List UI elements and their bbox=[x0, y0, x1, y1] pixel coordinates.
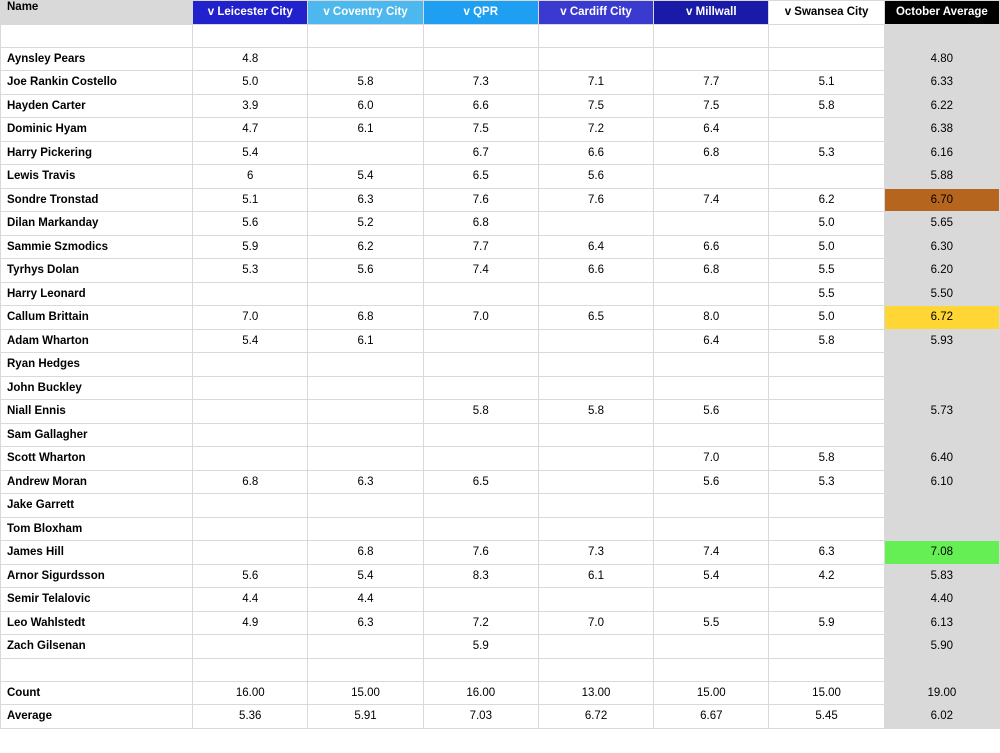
rating-cell[interactable]: 6.5 bbox=[423, 165, 538, 189]
rating-cell[interactable]: 6.0 bbox=[308, 94, 423, 118]
average-cell[interactable]: 5.83 bbox=[884, 564, 999, 588]
rating-cell[interactable]: 6.3 bbox=[308, 470, 423, 494]
player-name-cell[interactable]: Harry Pickering bbox=[1, 141, 193, 165]
rating-cell[interactable]: 6.6 bbox=[538, 259, 653, 283]
rating-cell[interactable] bbox=[538, 447, 653, 471]
table-row bbox=[1, 188, 1000, 212]
rating-cell[interactable] bbox=[193, 494, 308, 518]
rating-cell[interactable]: 7.0 bbox=[193, 306, 308, 330]
rating-cell[interactable] bbox=[423, 376, 538, 400]
table-row bbox=[1, 541, 1000, 565]
rating-cell[interactable] bbox=[538, 588, 653, 612]
table-summary-row bbox=[1, 705, 1000, 729]
rating-cell[interactable] bbox=[654, 376, 769, 400]
player-name-cell[interactable]: Harry Leonard bbox=[1, 282, 193, 306]
rating-cell[interactable] bbox=[654, 658, 769, 681]
rating-cell[interactable] bbox=[654, 282, 769, 306]
rating-cell[interactable]: 5.0 bbox=[193, 71, 308, 95]
rating-cell[interactable] bbox=[308, 635, 423, 659]
rating-cell[interactable]: 7.6 bbox=[423, 188, 538, 212]
rating-cell[interactable] bbox=[308, 517, 423, 541]
rating-cell[interactable]: 5.8 bbox=[769, 447, 884, 471]
rating-cell[interactable] bbox=[423, 329, 538, 353]
average-cell[interactable]: 6.30 bbox=[884, 235, 999, 259]
column-header-cardiff[interactable]: v Cardiff City bbox=[538, 1, 653, 25]
rating-cell[interactable] bbox=[423, 353, 538, 377]
rating-cell[interactable]: 5.3 bbox=[193, 259, 308, 283]
rating-cell[interactable]: 5.4 bbox=[308, 564, 423, 588]
rating-cell[interactable] bbox=[538, 329, 653, 353]
rating-cell[interactable]: 5.91 bbox=[308, 705, 423, 729]
column-header-name[interactable]: Name bbox=[1, 1, 193, 25]
average-cell[interactable]: 6.38 bbox=[884, 118, 999, 142]
rating-cell[interactable]: 7.7 bbox=[654, 71, 769, 95]
rating-cell[interactable] bbox=[654, 212, 769, 236]
column-header-leicester[interactable]: v Leicester City bbox=[193, 1, 308, 25]
player-name-cell[interactable]: Andrew Moran bbox=[1, 470, 193, 494]
table-spacer-row bbox=[1, 24, 1000, 47]
table-header bbox=[1, 1, 1000, 25]
rating-cell[interactable]: 6.2 bbox=[769, 188, 884, 212]
rating-cell[interactable] bbox=[769, 165, 884, 189]
rating-cell[interactable]: 6.72 bbox=[538, 705, 653, 729]
average-cell[interactable]: 19.00 bbox=[884, 681, 999, 705]
player-name-cell[interactable]: Joe Rankin Costello bbox=[1, 71, 193, 95]
rating-cell[interactable]: 5.8 bbox=[538, 400, 653, 424]
rating-cell[interactable] bbox=[538, 212, 653, 236]
rating-cell[interactable]: 7.6 bbox=[538, 188, 653, 212]
rating-cell[interactable] bbox=[538, 517, 653, 541]
rating-cell[interactable]: 6.1 bbox=[308, 329, 423, 353]
player-name-cell[interactable]: Tyrhys Dolan bbox=[1, 259, 193, 283]
rating-cell[interactable] bbox=[538, 635, 653, 659]
rating-cell[interactable] bbox=[654, 165, 769, 189]
rating-cell[interactable]: 5.3 bbox=[769, 470, 884, 494]
rating-cell[interactable]: 5.6 bbox=[654, 470, 769, 494]
table-row bbox=[1, 212, 1000, 236]
rating-cell[interactable] bbox=[538, 24, 653, 47]
rating-cell[interactable]: 7.2 bbox=[538, 118, 653, 142]
rating-cell[interactable]: 5.2 bbox=[308, 212, 423, 236]
rating-cell[interactable] bbox=[654, 353, 769, 377]
table-spacer-row bbox=[1, 658, 1000, 681]
rating-cell[interactable]: 7.6 bbox=[423, 541, 538, 565]
average-cell[interactable]: 6.72 bbox=[884, 306, 999, 330]
rating-cell[interactable] bbox=[654, 47, 769, 71]
player-name-cell[interactable] bbox=[1, 24, 193, 47]
average-cell[interactable]: 6.10 bbox=[884, 470, 999, 494]
average-cell[interactable] bbox=[884, 376, 999, 400]
rating-cell[interactable]: 5.8 bbox=[308, 71, 423, 95]
rating-cell[interactable]: 7.5 bbox=[654, 94, 769, 118]
rating-cell[interactable] bbox=[308, 282, 423, 306]
rating-cell[interactable] bbox=[654, 517, 769, 541]
table-row bbox=[1, 71, 1000, 95]
rating-cell[interactable]: 5.45 bbox=[769, 705, 884, 729]
rating-cell[interactable]: 5.5 bbox=[769, 282, 884, 306]
rating-cell[interactable]: 5.36 bbox=[193, 705, 308, 729]
rating-cell[interactable]: 4.7 bbox=[193, 118, 308, 142]
rating-cell[interactable]: 5.9 bbox=[769, 611, 884, 635]
table-row bbox=[1, 141, 1000, 165]
average-cell[interactable]: 6.33 bbox=[884, 71, 999, 95]
player-name-cell[interactable]: Sammie Szmodics bbox=[1, 235, 193, 259]
rating-cell[interactable]: 5.4 bbox=[193, 141, 308, 165]
rating-cell[interactable] bbox=[423, 24, 538, 47]
average-cell[interactable]: 6.20 bbox=[884, 259, 999, 283]
rating-cell[interactable] bbox=[423, 494, 538, 518]
rating-cell[interactable] bbox=[308, 141, 423, 165]
rating-cell[interactable] bbox=[654, 423, 769, 447]
summary-label-cell[interactable]: Average bbox=[1, 705, 193, 729]
rating-cell[interactable]: 7.4 bbox=[654, 541, 769, 565]
rating-cell[interactable] bbox=[308, 24, 423, 47]
average-cell[interactable]: 4.80 bbox=[884, 47, 999, 71]
rating-cell[interactable] bbox=[423, 517, 538, 541]
summary-label-cell[interactable]: Count bbox=[1, 681, 193, 705]
rating-cell[interactable] bbox=[769, 517, 884, 541]
rating-cell[interactable]: 7.5 bbox=[423, 118, 538, 142]
rating-cell[interactable] bbox=[769, 47, 884, 71]
table-row bbox=[1, 94, 1000, 118]
rating-cell[interactable]: 6.6 bbox=[538, 141, 653, 165]
rating-cell[interactable]: 5.8 bbox=[769, 329, 884, 353]
rating-cell[interactable] bbox=[193, 423, 308, 447]
average-cell[interactable]: 6.40 bbox=[884, 447, 999, 471]
rating-cell[interactable] bbox=[769, 376, 884, 400]
rating-cell[interactable] bbox=[423, 588, 538, 612]
rating-cell[interactable]: 5.3 bbox=[769, 141, 884, 165]
rating-cell[interactable]: 7.0 bbox=[654, 447, 769, 471]
rating-cell[interactable]: 7.0 bbox=[538, 611, 653, 635]
rating-cell[interactable] bbox=[538, 376, 653, 400]
rating-cell[interactable] bbox=[538, 353, 653, 377]
rating-cell[interactable]: 5.0 bbox=[769, 212, 884, 236]
player-name-cell[interactable]: Adam Wharton bbox=[1, 329, 193, 353]
player-name-cell[interactable]: Aynsley Pears bbox=[1, 47, 193, 71]
rating-cell[interactable] bbox=[538, 470, 653, 494]
table-row bbox=[1, 376, 1000, 400]
rating-cell[interactable]: 7.4 bbox=[654, 188, 769, 212]
rating-cell[interactable]: 6.7 bbox=[423, 141, 538, 165]
rating-cell[interactable]: 4.2 bbox=[769, 564, 884, 588]
rating-cell[interactable]: 6.8 bbox=[654, 141, 769, 165]
rating-cell[interactable]: 4.9 bbox=[193, 611, 308, 635]
rating-cell[interactable]: 4.4 bbox=[193, 588, 308, 612]
rating-cell[interactable]: 5.1 bbox=[769, 71, 884, 95]
table-row bbox=[1, 517, 1000, 541]
player-name-cell[interactable]: Niall Ennis bbox=[1, 400, 193, 424]
rating-cell[interactable] bbox=[193, 353, 308, 377]
column-header-qpr[interactable]: v QPR bbox=[423, 1, 538, 25]
rating-cell[interactable] bbox=[308, 400, 423, 424]
player-name-cell[interactable]: Zach Gilsenan bbox=[1, 635, 193, 659]
rating-cell[interactable]: 4.4 bbox=[308, 588, 423, 612]
table-row bbox=[1, 165, 1000, 189]
rating-cell[interactable]: 3.9 bbox=[193, 94, 308, 118]
rating-cell[interactable] bbox=[193, 658, 308, 681]
rating-cell[interactable]: 6.8 bbox=[308, 541, 423, 565]
rating-cell[interactable]: 5.6 bbox=[538, 165, 653, 189]
player-name-cell[interactable]: Jake Garrett bbox=[1, 494, 193, 518]
column-header-coventry[interactable]: v Coventry City bbox=[308, 1, 423, 25]
rating-cell[interactable] bbox=[769, 118, 884, 142]
rating-cell[interactable]: 6.67 bbox=[654, 705, 769, 729]
rating-cell[interactable] bbox=[193, 376, 308, 400]
rating-cell[interactable] bbox=[769, 423, 884, 447]
rating-cell[interactable]: 5.9 bbox=[423, 635, 538, 659]
rating-cell[interactable] bbox=[193, 24, 308, 47]
player-name-cell[interactable]: John Buckley bbox=[1, 376, 193, 400]
table-row bbox=[1, 447, 1000, 471]
rating-cell[interactable] bbox=[769, 494, 884, 518]
rating-cell[interactable]: 6.8 bbox=[423, 212, 538, 236]
rating-cell[interactable]: 6 bbox=[193, 165, 308, 189]
header-row bbox=[1, 1, 1000, 25]
rating-cell[interactable] bbox=[423, 447, 538, 471]
average-cell[interactable] bbox=[884, 517, 999, 541]
table-row bbox=[1, 423, 1000, 447]
player-name-cell[interactable]: Lewis Travis bbox=[1, 165, 193, 189]
rating-cell[interactable]: 5.4 bbox=[654, 564, 769, 588]
table-row bbox=[1, 259, 1000, 283]
average-cell[interactable]: 5.93 bbox=[884, 329, 999, 353]
rating-cell[interactable]: 4.8 bbox=[193, 47, 308, 71]
rating-cell[interactable] bbox=[423, 423, 538, 447]
rating-cell[interactable]: 7.3 bbox=[423, 71, 538, 95]
rating-cell[interactable]: 7.1 bbox=[538, 71, 653, 95]
rating-cell[interactable]: 16.00 bbox=[423, 681, 538, 705]
rating-cell[interactable]: 7.4 bbox=[423, 259, 538, 283]
rating-cell[interactable]: 6.8 bbox=[654, 259, 769, 283]
average-cell[interactable]: 6.02 bbox=[884, 705, 999, 729]
table-row bbox=[1, 282, 1000, 306]
rating-cell[interactable] bbox=[308, 658, 423, 681]
rating-cell[interactable] bbox=[308, 423, 423, 447]
rating-cell[interactable] bbox=[538, 658, 653, 681]
rating-cell[interactable] bbox=[538, 47, 653, 71]
table-row bbox=[1, 329, 1000, 353]
rating-cell[interactable]: 8.0 bbox=[654, 306, 769, 330]
rating-cell[interactable] bbox=[308, 376, 423, 400]
rating-cell[interactable]: 5.5 bbox=[769, 259, 884, 283]
table-row bbox=[1, 635, 1000, 659]
average-cell[interactable]: 6.16 bbox=[884, 141, 999, 165]
rating-cell[interactable]: 7.03 bbox=[423, 705, 538, 729]
rating-cell[interactable]: 6.5 bbox=[538, 306, 653, 330]
player-name-cell[interactable]: Ryan Hedges bbox=[1, 353, 193, 377]
rating-cell[interactable]: 5.6 bbox=[654, 400, 769, 424]
table-row bbox=[1, 235, 1000, 259]
average-cell[interactable] bbox=[884, 423, 999, 447]
player-name-cell[interactable]: Sondre Tronstad bbox=[1, 188, 193, 212]
rating-cell[interactable] bbox=[193, 517, 308, 541]
average-cell[interactable]: 6.22 bbox=[884, 94, 999, 118]
table-row bbox=[1, 306, 1000, 330]
rating-cell[interactable]: 5.8 bbox=[769, 94, 884, 118]
rating-cell[interactable]: 6.2 bbox=[308, 235, 423, 259]
rating-cell[interactable] bbox=[769, 400, 884, 424]
table-row bbox=[1, 353, 1000, 377]
player-name-cell[interactable] bbox=[1, 658, 193, 681]
table-row bbox=[1, 47, 1000, 71]
rating-cell[interactable]: 6.6 bbox=[423, 94, 538, 118]
rating-cell[interactable]: 6.3 bbox=[308, 611, 423, 635]
average-cell[interactable] bbox=[884, 494, 999, 518]
player-name-cell[interactable]: Dilan Markanday bbox=[1, 212, 193, 236]
rating-cell[interactable]: 7.5 bbox=[538, 94, 653, 118]
column-header-swansea[interactable]: v Swansea City bbox=[769, 1, 884, 25]
rating-cell[interactable]: 6.1 bbox=[308, 118, 423, 142]
rating-cell[interactable]: 16.00 bbox=[193, 681, 308, 705]
rating-cell[interactable] bbox=[769, 588, 884, 612]
rating-cell[interactable] bbox=[654, 635, 769, 659]
table-row bbox=[1, 470, 1000, 494]
rating-cell[interactable] bbox=[193, 541, 308, 565]
rating-cell[interactable]: 5.6 bbox=[193, 212, 308, 236]
rating-cell[interactable]: 6.4 bbox=[654, 118, 769, 142]
rating-cell[interactable]: 15.00 bbox=[654, 681, 769, 705]
rating-cell[interactable] bbox=[308, 353, 423, 377]
column-header-average[interactable]: October Average bbox=[884, 1, 999, 25]
table-row bbox=[1, 400, 1000, 424]
rating-cell[interactable]: 7.0 bbox=[423, 306, 538, 330]
rating-cell[interactable] bbox=[423, 47, 538, 71]
rating-cell[interactable]: 5.8 bbox=[423, 400, 538, 424]
rating-cell[interactable]: 7.7 bbox=[423, 235, 538, 259]
rating-cell[interactable]: 5.5 bbox=[654, 611, 769, 635]
average-cell[interactable] bbox=[884, 24, 999, 47]
rating-cell[interactable]: 5.0 bbox=[769, 306, 884, 330]
rating-cell[interactable]: 6.4 bbox=[654, 329, 769, 353]
rating-cell[interactable] bbox=[538, 282, 653, 306]
average-cell[interactable]: 5.73 bbox=[884, 400, 999, 424]
rating-cell[interactable]: 13.00 bbox=[538, 681, 653, 705]
rating-cell[interactable] bbox=[654, 588, 769, 612]
rating-cell[interactable]: 6.5 bbox=[423, 470, 538, 494]
rating-cell[interactable]: 8.3 bbox=[423, 564, 538, 588]
player-name-cell[interactable]: Hayden Carter bbox=[1, 94, 193, 118]
rating-cell[interactable]: 5.9 bbox=[193, 235, 308, 259]
rating-cell[interactable] bbox=[654, 24, 769, 47]
rating-cell[interactable]: 7.3 bbox=[538, 541, 653, 565]
table-body bbox=[1, 24, 1000, 728]
table-row bbox=[1, 564, 1000, 588]
rating-cell[interactable] bbox=[538, 494, 653, 518]
rating-cell[interactable]: 5.1 bbox=[193, 188, 308, 212]
rating-cell[interactable] bbox=[193, 400, 308, 424]
rating-cell[interactable]: 7.2 bbox=[423, 611, 538, 635]
player-name-cell[interactable]: Scott Wharton bbox=[1, 447, 193, 471]
rating-cell[interactable] bbox=[769, 353, 884, 377]
average-cell[interactable]: 7.08 bbox=[884, 541, 999, 565]
average-cell[interactable]: 5.90 bbox=[884, 635, 999, 659]
rating-cell[interactable] bbox=[769, 24, 884, 47]
rating-cell[interactable] bbox=[769, 635, 884, 659]
average-cell[interactable]: 5.88 bbox=[884, 165, 999, 189]
average-cell[interactable] bbox=[884, 658, 999, 681]
player-name-cell[interactable]: Arnor Sigurdsson bbox=[1, 564, 193, 588]
average-cell[interactable]: 6.13 bbox=[884, 611, 999, 635]
rating-cell[interactable]: 6.3 bbox=[308, 188, 423, 212]
average-cell[interactable] bbox=[884, 353, 999, 377]
player-name-cell[interactable]: Sam Gallagher bbox=[1, 423, 193, 447]
rating-cell[interactable]: 6.4 bbox=[538, 235, 653, 259]
table-row bbox=[1, 611, 1000, 635]
rating-cell[interactable] bbox=[423, 658, 538, 681]
rating-cell[interactable]: 15.00 bbox=[308, 681, 423, 705]
rating-cell[interactable] bbox=[308, 447, 423, 471]
rating-cell[interactable]: 5.4 bbox=[308, 165, 423, 189]
player-name-cell[interactable]: Dominic Hyam bbox=[1, 118, 193, 142]
rating-cell[interactable]: 6.1 bbox=[538, 564, 653, 588]
rating-cell[interactable] bbox=[308, 47, 423, 71]
player-name-cell[interactable]: Callum Brittain bbox=[1, 306, 193, 330]
rating-cell[interactable]: 15.00 bbox=[769, 681, 884, 705]
player-name-cell[interactable]: James Hill bbox=[1, 541, 193, 565]
rating-cell[interactable] bbox=[193, 635, 308, 659]
average-cell[interactable]: 5.50 bbox=[884, 282, 999, 306]
table-row bbox=[1, 494, 1000, 518]
rating-cell[interactable] bbox=[769, 658, 884, 681]
rating-cell[interactable]: 6.3 bbox=[769, 541, 884, 565]
rating-cell[interactable]: 5.6 bbox=[193, 564, 308, 588]
table-row bbox=[1, 588, 1000, 612]
player-name-cell[interactable]: Tom Bloxham bbox=[1, 517, 193, 541]
rating-cell[interactable]: 5.4 bbox=[193, 329, 308, 353]
rating-cell[interactable] bbox=[538, 423, 653, 447]
column-header-millwall[interactable]: v Millwall bbox=[654, 1, 769, 25]
rating-cell[interactable]: 5.0 bbox=[769, 235, 884, 259]
rating-cell[interactable] bbox=[654, 494, 769, 518]
average-cell[interactable]: 5.65 bbox=[884, 212, 999, 236]
average-cell[interactable]: 4.40 bbox=[884, 588, 999, 612]
table-summary-row bbox=[1, 681, 1000, 705]
player-name-cell[interactable]: Leo Wahlstedt bbox=[1, 611, 193, 635]
player-name-cell[interactable]: Semir Telalovic bbox=[1, 588, 193, 612]
average-cell[interactable]: 6.70 bbox=[884, 188, 999, 212]
rating-cell[interactable] bbox=[423, 282, 538, 306]
rating-cell[interactable] bbox=[193, 447, 308, 471]
rating-cell[interactable]: 6.8 bbox=[308, 306, 423, 330]
rating-cell[interactable] bbox=[193, 282, 308, 306]
table-row bbox=[1, 118, 1000, 142]
rating-cell[interactable] bbox=[308, 494, 423, 518]
rating-cell[interactable]: 6.6 bbox=[654, 235, 769, 259]
rating-cell[interactable]: 5.6 bbox=[308, 259, 423, 283]
rating-cell[interactable]: 6.8 bbox=[193, 470, 308, 494]
